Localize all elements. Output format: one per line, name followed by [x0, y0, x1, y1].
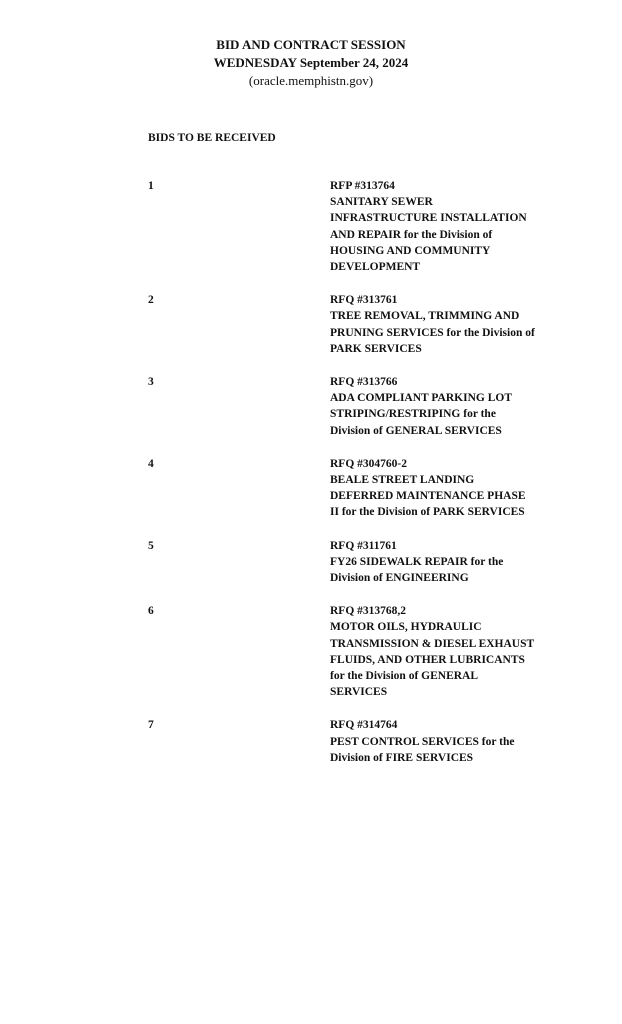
bid-reference: RFQ #314764	[330, 719, 398, 732]
bid-item	[148, 178, 568, 275]
bid-number: 4	[148, 457, 154, 470]
bid-description-line: INFRASTRUCTURE INSTALLATION	[330, 212, 527, 225]
bid-description-line: II for the Division of PARK SERVICES	[330, 506, 525, 519]
bid-description	[330, 374, 558, 439]
bid-reference: RFQ #311761	[330, 539, 397, 552]
bid-item	[148, 292, 568, 357]
bid-description-line: STRIPING/RESTRIPING for the	[330, 408, 496, 421]
bid-description	[330, 538, 558, 587]
bid-description-line: TREE REMOVAL, TRIMMING AND	[330, 310, 520, 323]
bid-item	[148, 538, 568, 587]
document-header	[0, 36, 622, 90]
bid-number: 2	[148, 294, 154, 307]
section-heading: BIDS TO BE RECEIVED	[148, 132, 276, 144]
bid-item	[148, 374, 568, 439]
bid-description-line: Division of GENERAL SERVICES	[330, 424, 502, 437]
bid-description-line: PEST CONTROL SERVICES for the	[330, 735, 515, 748]
bid-description-line: Division of FIRE SERVICES	[330, 751, 474, 764]
bid-number: 3	[148, 376, 154, 389]
bid-reference: RFQ #313766	[330, 376, 398, 389]
bid-description-line: AND REPAIR for the Division of	[330, 228, 493, 241]
bid-reference: RFQ #313761	[330, 294, 398, 307]
bid-reference: RFQ #304760-2	[330, 457, 407, 470]
bid-item	[148, 717, 568, 766]
bid-description-line: SANITARY SEWER	[330, 196, 433, 209]
bid-description	[330, 603, 558, 700]
session-date: WEDNESDAY September 24, 2024	[213, 55, 409, 70]
bid-description-line: Division of ENGINEERING	[330, 572, 469, 585]
bid-item	[148, 603, 568, 700]
bid-description-line: SERVICES	[330, 686, 388, 699]
bid-number: 7	[148, 719, 154, 732]
bid-number: 1	[148, 180, 154, 192]
bid-description-line: for the Division of GENERAL	[330, 670, 479, 683]
bid-description-line: ADA COMPLIANT PARKING LOT	[330, 392, 512, 405]
bid-description	[330, 456, 558, 521]
website-url: (oracle.memphistn.gov)	[248, 73, 374, 88]
bid-description	[330, 292, 558, 357]
bid-description	[330, 717, 558, 766]
bid-number: 5	[148, 539, 154, 552]
bid-description-line: FY26 SIDEWALK REPAIR for the	[330, 555, 504, 568]
bid-description-line: PRUNING SERVICES for the Division of	[330, 326, 535, 339]
bid-number: 6	[148, 605, 154, 618]
bid-description-line: MOTOR OILS, HYDRAULIC	[330, 621, 482, 634]
bids-list	[148, 178, 568, 783]
bid-item	[148, 456, 568, 521]
bid-description-line: PARK SERVICES	[330, 342, 422, 355]
document-title: BID AND CONTRACT SESSION	[216, 37, 406, 52]
bid-description	[330, 178, 558, 275]
bid-description-line: DEVELOPMENT	[330, 261, 421, 274]
bid-reference: RFP #313764	[330, 180, 395, 192]
bid-description-line: FLUIDS, AND OTHER LUBRICANTS	[330, 653, 525, 666]
bid-reference: RFQ #313768,2	[330, 605, 407, 618]
bid-description-line: HOUSING AND COMMUNITY	[330, 244, 491, 257]
bid-description-line: TRANSMISSION & DIESEL EXHAUST	[330, 637, 535, 650]
bid-description-line: BEALE STREET LANDING	[330, 474, 475, 487]
bid-description-line: DEFERRED MAINTENANCE PHASE	[330, 490, 526, 503]
